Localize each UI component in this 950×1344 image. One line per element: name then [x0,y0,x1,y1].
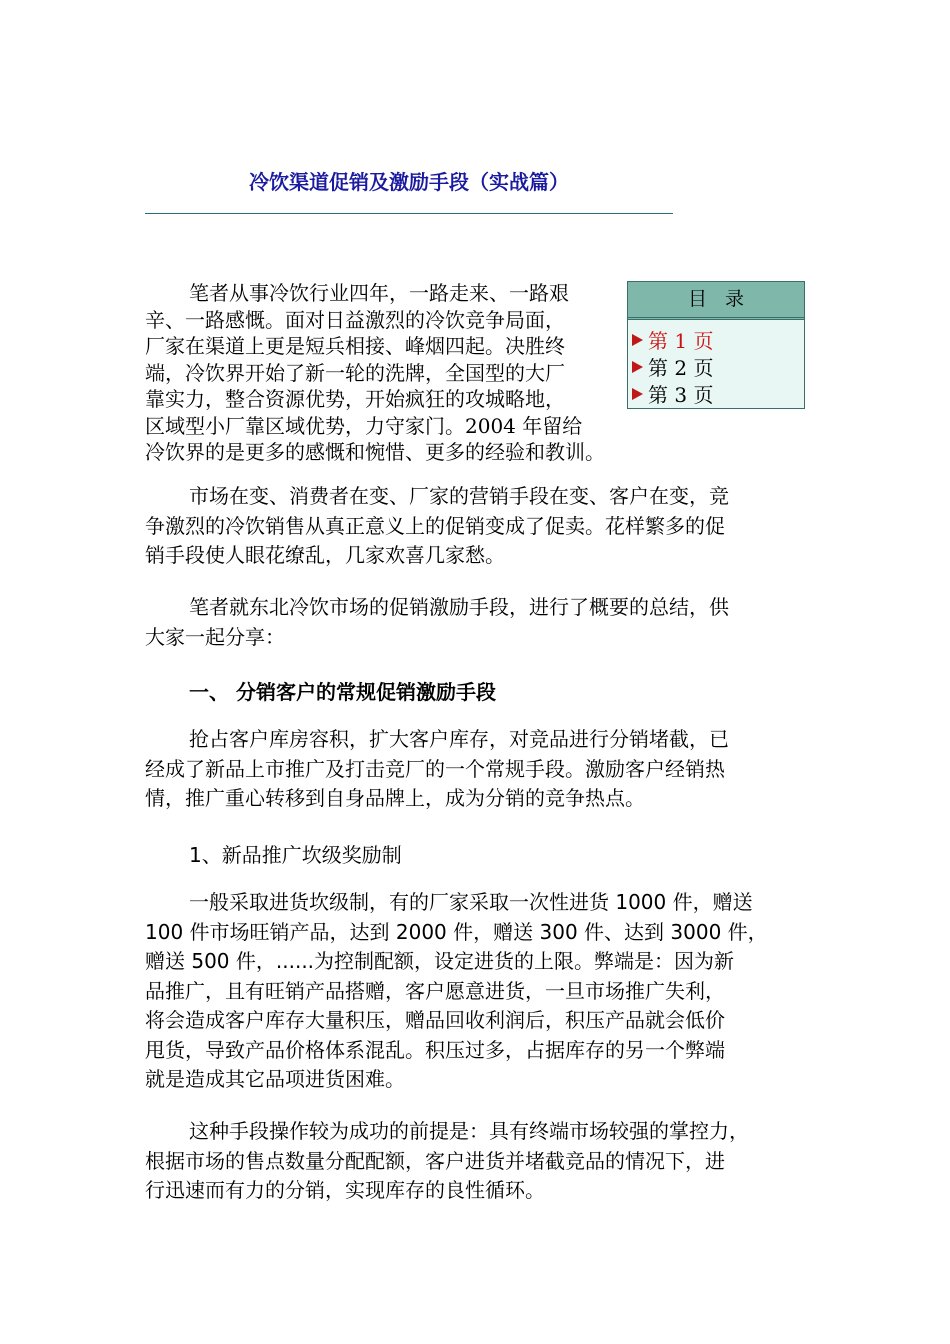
document-title: 冷饮渠道促销及激励手段（实战篇） [249,170,569,194]
toc-header: 目录 [628,282,804,320]
paragraph-inventory [145,725,807,814]
paragraph-market-change [145,482,807,571]
text-line: 品推广，且有旺销产品搭赠，客户愿意进货，一旦市场推广失利， [145,978,725,1003]
text-line: 市场在变、消费者在变、厂家的营销手段在变、客户在变，竞 [189,484,729,508]
text-line: 一般采取进货坎级制，有的厂家采取一次性进货 1000 件，赠送 [189,890,753,914]
text-line: 甩货，导致产品价格体系混乱。积压过多，占据库存的另一个弊端 [145,1037,725,1062]
toc-item-page-1[interactable] [632,326,804,353]
toc-item-label: 第 1 页 [648,329,714,353]
text-line: 大家一起分享： [145,624,285,649]
toc-item-label: 第 2 页 [648,356,714,380]
text-line: 根据市场的售点数量分配配额，客户进货并堵截竞品的情况下，进 [145,1148,725,1173]
arrow-right-icon [632,388,643,400]
text-line: 将会造成客户库存大量积压，赠品回收利润后，积压产品就会低价 [145,1008,725,1032]
text-line: 情，推广重心转移到自身品牌上，成为分销的竞争热点。 [145,786,645,810]
intro-line: 笔者从事冷饮行业四年，一路走来、一路艰 [189,281,569,305]
text-line: 行迅速而有力的分销，实现库存的良性循环。 [145,1178,545,1202]
arrow-right-icon [632,361,643,373]
arrow-right-icon [632,334,643,346]
intro-line: 靠实力，整合资源优势，开始疯狂的攻城略地， [145,387,565,411]
text-line: 100 件市场旺销产品，达到 2000 件，赠送 300 件、达到 3000 件， [145,919,768,944]
toc-item-page-2[interactable] [632,353,804,380]
intro-line: 端，冷饮界开始了新一轮的洗牌，全国型的大厂 [145,360,565,385]
intro-paragraph [145,280,625,466]
text-line: 这种手段操作较为成功的前提是：具有终端市场较强的掌控力， [189,1119,749,1143]
text-line: 赠送 500 件，......为控制配额，设定进货的上限。弊端是：因为新 [145,949,735,973]
text-line: 经成了新品上市推广及打击竞厂的一个常规手段。激励客户经销热 [145,756,725,781]
toc-list [628,320,804,407]
paragraph-summary-intro [145,593,807,652]
intro-line: 区域型小厂靠区域优势，力守家门。2004 年留给 [145,413,583,438]
toc-item-page-3[interactable] [632,380,804,407]
intro-line: 厂家在渠道上更是短兵相接、峰烟四起。决胜终 [145,334,565,358]
section-heading: 一、 分销客户的常规促销激励手段 [189,680,496,704]
text-line: 争激烈的冷饮销售从真正意义上的促销变成了促卖。花样繁多的促 [145,513,725,538]
subsection-heading: 1、新品推广坎级奖励制 [189,843,402,867]
text-line: 笔者就东北冷饮市场的促销激励手段，进行了概要的总结，供 [189,595,729,619]
paragraph-success-premise [145,1117,807,1206]
paragraph-tier-reward [145,888,807,1095]
toc-item-label: 第 3 页 [648,383,714,407]
table-of-contents [627,281,805,409]
intro-line: 冷饮界的是更多的感慨和惋惜、更多的经验和教训。 [145,440,605,464]
intro-line: 辛、一路感慨。面对日益激烈的冷饮竞争局面， [145,307,565,332]
text-line: 抢占客户库房容积，扩大客户库存，对竞品进行分销堵截，已 [189,727,729,751]
text-line: 就是造成其它品项进货困难。 [145,1067,405,1091]
text-line: 销手段使人眼花缭乱，几家欢喜几家愁。 [145,543,505,567]
title-divider [145,213,673,214]
